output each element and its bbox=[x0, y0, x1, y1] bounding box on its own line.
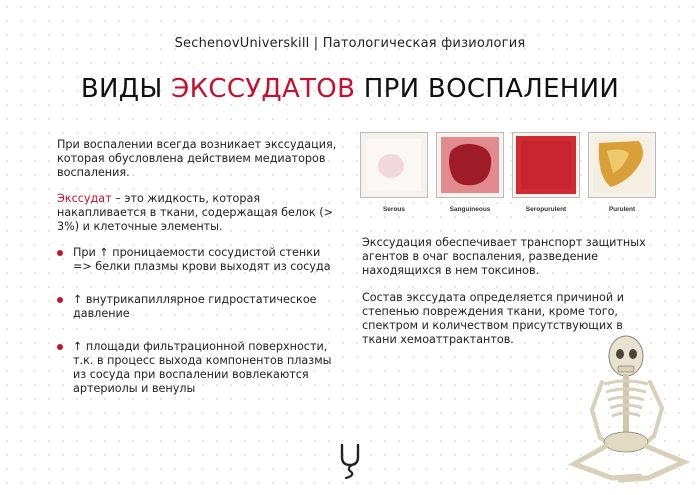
intro-paragraph: При воспалении всегда возникает экссудация, которая обусловлена действием медиаторов воспаления. bbox=[57, 138, 337, 179]
definition-paragraph bbox=[57, 192, 342, 234]
list-item-text: ↑ внутрикапиллярное гидростатическое давление bbox=[73, 293, 317, 320]
composition-paragraph: Состав экссудата определяется причиной и степенью повреждения ткани, кроме того, спектром и количеством присутствующих в ткани хемоаттрактантов. bbox=[362, 291, 624, 346]
photo-purulent bbox=[588, 132, 656, 198]
cause-list bbox=[57, 246, 342, 396]
title-accent: ЭКССУДАТОВ bbox=[171, 74, 356, 104]
left-column bbox=[57, 138, 342, 415]
header-course-title: SechenovUniverskill | Патологическая физиология bbox=[174, 36, 526, 51]
list-item bbox=[57, 340, 342, 396]
list-item bbox=[57, 293, 342, 321]
photo-seropurulent bbox=[512, 132, 580, 198]
page-title bbox=[0, 74, 700, 104]
transport-paragraph: Экссудация обеспечивает транспорт защитных агентов в очаг воспаления, разведение находящихся в нем токсинов. bbox=[362, 236, 646, 277]
bullet-dot-icon bbox=[57, 297, 63, 303]
exudate-photo-strip bbox=[356, 132, 656, 220]
serous-stain bbox=[378, 154, 404, 178]
caption-purulent: Purulent bbox=[608, 206, 636, 213]
list-item bbox=[57, 246, 342, 274]
list-item-text: При ↑ проницаемости сосудистой стенки => белки плазмы крови выходят из сосуда bbox=[73, 246, 331, 273]
brand-logo-icon bbox=[334, 441, 368, 479]
definition-term: Экссудат bbox=[57, 192, 112, 205]
caption-serous: Serous bbox=[382, 206, 406, 213]
list-item-text: ↑ площади фильтрационной поверхности, т.к. в процесс выхода компонентов плазмы из сосуда при воспалении вовлекаются артериолы и венулы bbox=[73, 340, 332, 395]
caption-sanguineous: Sanguineous bbox=[449, 206, 491, 213]
skeleton-illustration bbox=[566, 330, 696, 490]
caption-seropurulent: Seropurulent bbox=[525, 206, 567, 213]
bullet-dot-icon bbox=[57, 344, 63, 350]
title-part2: ПРИ ВОСПАЛЕНИИ bbox=[355, 74, 620, 104]
bullet-dot-icon bbox=[57, 250, 63, 256]
definition-text: – это жидкость, которая накапливается в ткани, содержащая белок (> 3%) и клеточные элементы. bbox=[57, 192, 333, 233]
photo-sanguineous bbox=[436, 132, 504, 198]
photo-serous bbox=[360, 132, 428, 198]
title-part1: ВИДЫ bbox=[80, 74, 172, 104]
sanguineous-stain bbox=[449, 144, 491, 185]
